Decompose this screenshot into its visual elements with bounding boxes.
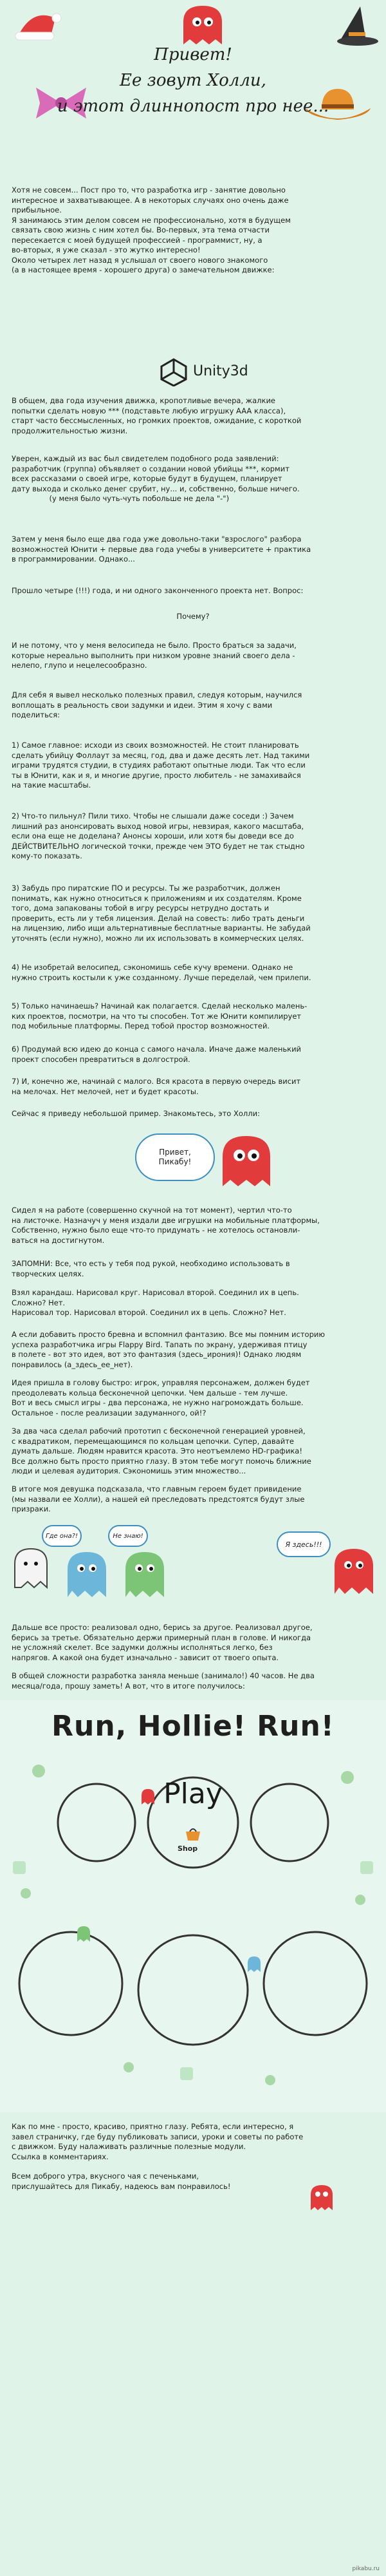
paragraph-idea: Идея пришла в голову быстро: игрок, управляя персонажем, должен будет преодолевать кольца бесконечной цепочки. Чем дальше - тем лучше. Вот и весь смысл игры - два персонажа, не нужно нагромождать больше. Остальное - после реализации задуманного, ой!? xyxy=(12,1378,310,1417)
where-bubble: Где она?! xyxy=(42,1525,82,1547)
dont-know-bubble: Не знаю! xyxy=(108,1525,148,1547)
ghost-blue-icon xyxy=(64,1549,109,1600)
witch-hat-icon xyxy=(335,4,380,49)
title-line-1: Привет! xyxy=(154,45,232,64)
rule-1: 1) Самое главное: исходи из своих возможностей. Не стоит планировать сделать убийцу Фоллаут за месяц, год, два и даже десять лет. Над такими играми трудятся студии, в студиях работают опытные люди. Так что если ты в Юнити, как и я, и многие другие, просто любитель - не замахивайся на такие масштабы. xyxy=(12,741,310,790)
paragraph-intro: Хотя не совсем... Пост про то, что разработка игр - занятие довольно интересное и захватывающее. А в некоторых случаях оно очень даже прибыльное. Я занимаюсь этим делом совсем не профессионально, хотя в будущем связать свою жизнь с ним хотел бы. Во-первых, эта тема отчасти пересекается с моей будущей профессией - программист, ну, а во-вторых, я уже сказал - это жутко интересно! Около четырех лет назад я услышал от своего нового знакомого (а в настоящее время - хорошего друга) о замечательном движке: xyxy=(12,185,291,274)
post-header xyxy=(0,0,386,187)
greeting-bubble: Привет, Пикабу! xyxy=(135,1133,215,1181)
paragraph-5: Прошло четыре (!!!) года, и ни одного законченного проекта нет. Вопрос: xyxy=(12,586,304,595)
paragraph-8: Сидел я на работе (совершенно скучной на тот момент), чертил что-то на листочке. Назначуч у меня издали две игрушки на мобильные платформы, Собственно, нужно было еще что-то придумать - не хотелось остановли- ваться на достигнутом. xyxy=(12,1206,320,1245)
ghost-icon xyxy=(219,1132,274,1190)
here-bubble: Я здесь!!! xyxy=(277,1531,331,1557)
title-line-3: и этот длиннопост про нее... xyxy=(57,97,329,116)
paragraph-prototype: За два часа сделал рабочий прототип с бесконечной генерацией уровней, с квадратиком, перемещающимся по кольцам цепочки. Супер, давайте думать дальше. Людям нравится красота. Это неотъемлемо HD-графика! Все должно быть просто приятно глазу. В этом тебе могут помочь ближние люди и целевая аудитория. Сэкономишь этим множество... xyxy=(12,1426,311,1475)
santa-hat-icon xyxy=(13,5,64,44)
paragraph-7: Для себя я вывел несколько полезных правил, следуя которым, научился воплощать в реальность свои задумки и идеи. Этим я хочу с вами поделиться: xyxy=(12,690,302,719)
paragraph-6: И не потому, что у меня велосипеда не было. Просто браться за задачи, которые нереально выполнить при низком уровне знаний своего дела - нелепо, глупо и нецелесообразно. xyxy=(12,641,297,670)
title-line-2: Ее зовут Холли, xyxy=(120,71,266,90)
shop-icon[interactable] xyxy=(183,1826,203,1843)
paragraph-why: Почему? xyxy=(176,612,210,621)
paragraph-example: Сейчас я приведу небольшой пример. Знакомьтесь, это Холли: xyxy=(12,1109,260,1118)
paragraph-4: Затем у меня было еще два года уже довольно-таки "взрослого" разбора возможностей Юнити + первые два года учебы в университете + практика в программировании. Однако... xyxy=(12,535,311,564)
unity-logo-row xyxy=(0,353,386,392)
paragraph-remember: ЗАПОМНИ: Все, что есть у тебя под рукой, необходимо использовать в творческих целях. xyxy=(12,1259,290,1278)
rule-5: 5) Только начинаешь? Начинай как полагается. Сделай несколько малень- ких проектов, посмотри, на что ты способен. Тот же Юнити компилирует под мобильные платформы. Перед тобой простор возможностей. xyxy=(12,1001,308,1030)
game-screenshot xyxy=(0,1700,386,2112)
ghost-green-icon xyxy=(122,1549,167,1600)
game-title: Run, Hollie! Run! xyxy=(51,1710,335,1743)
rule-3: 3) Забудь про пиратские ПО и ресурсы. Ты же разработчик, должен понимать, как нужно относиться к приложениям и их создателям. Кроме того, дома запакованы тобой в игру ресурсы нетрудно достать и проверить, есть ли у тебя лицензия. Делай на совесть: либо трать деньги на лицензию, либо ищи альтернативные бесплатные варианты. Не забудай уточнять (если нужно), можно ли их использовать в коммерческих целях. xyxy=(12,884,311,943)
unity-label: Unity3d xyxy=(193,363,248,379)
source-watermark: pikabu.ru xyxy=(352,2566,380,2572)
paragraph-3: Уверен, каждый из вас был свидетелем подобного рода заявлений: разработчик (группа) объявляет о создании новой убийцы ***, кормит всех рассказами о своей игре, которые будут в будущем, планирует дату выхода и сколько денег срубит, ну... и, собственно, больше ничего. (у меня было чуть-чуть побольше не дела "-") xyxy=(12,454,300,503)
rule-4: 4) Не изобретай велосипед, сэкономишь себе кучу времени. Однако не нужно строить костыли к уже созданному. Лучше переделай, чем прилепи. xyxy=(12,963,311,982)
paragraph-flappy: А если добавить просто бревна и вспомнил фантазию. Все мы помним историю успеха разработчика игры Flappy Bird. Тапать по экрану, удерживая птицу в полете - вот это идея, вот это фантазия (здесь_ирония)! Однако людям понравилось (а_здесь_ее_нет). xyxy=(12,1330,326,1369)
paragraph-process: Дальше все просто: реализовал одно, берись за другое. Реализовал другое, берись за третье. Обязательно держи примерный план в голове. И никогда не усложняй скелет. Все задумки должны исполняться легко, без напрягов. А какой она будет изначально - зависит от твоего опыта. xyxy=(12,1623,313,1662)
play-button[interactable]: Play xyxy=(163,1777,223,1810)
shop-label[interactable]: Shop xyxy=(178,1844,198,1853)
paragraph-girlfriend: В итоге моя девушка подсказала, что главным героем будет привидение (мы назвали ее Холли), а нашей ей преследовать предстоятся будут злые призраки. xyxy=(12,1484,305,1513)
ghost-icon xyxy=(331,1546,376,1597)
paragraph-result: Как по мне - просто, красиво, приятно глазу. Ребята, если интересно, я завел страничку, где буду публиковать записи, уроки и советы по работе с движком. Буду налаживать различные полезные модули. Ссылка в комментариях. xyxy=(12,2122,304,2161)
ghost-icon xyxy=(180,3,225,48)
paragraph-circles: Взял карандаш. Нарисовал круг. Нарисовал второй. Соединил их в цепь. Сложно? Нет. Нарисовал тор. Нарисовал второй. Соединил их в цепь. Сложно? Нет. xyxy=(12,1288,299,1317)
rule-2: 2) Что-то пильнул? Пили тихо. Чтобы не слышали даже соседи :) Зачем лишний раз анонсировать выход новой игры, невзирая, какого масштаба, если она еще не доделана? Анонсы хороши, или хотя бы доведи все до ДЕЙСТВИТЕЛЬНО логической точки, прежде чем ЭТО будет не так стыдно кому-то показать. xyxy=(12,811,305,860)
ghost-icon xyxy=(309,2183,335,2211)
paragraph-2: В общем, два года изучения движка, кропотливые вечера, жалкие попытки сделать новую *** (подставьте любую игрушку AAA класса), старт часто бессмысленных, но громких проектов, ожидание, с короткой продолжительностью жизни. xyxy=(12,396,302,435)
paragraph-bye: Всем доброго утра, вкусного чая с печеньками, прислушайтесь для Пикабу, надеюсь вам понравилось! xyxy=(12,2172,231,2191)
ghost-white-icon xyxy=(12,1546,50,1591)
paragraph-time: В общей сложности разработка заняла меньше (занимало!) 40 часов. Не два месяца/года, прошу заметь! А вот, что в итоге получилось: xyxy=(12,1671,315,1690)
rule-6: 6) Продумай всю идею до конца с самого начала. Иначе даже маленький проект способен превратиться в долгострой. xyxy=(12,1045,302,1064)
rule-7: 7) И, конечно же, начинай с малого. Вся красота в первую очередь висит на мелочах. Нет мелочей, нет и будет красоты. xyxy=(12,1077,301,1096)
unity-logo-icon xyxy=(160,358,188,386)
